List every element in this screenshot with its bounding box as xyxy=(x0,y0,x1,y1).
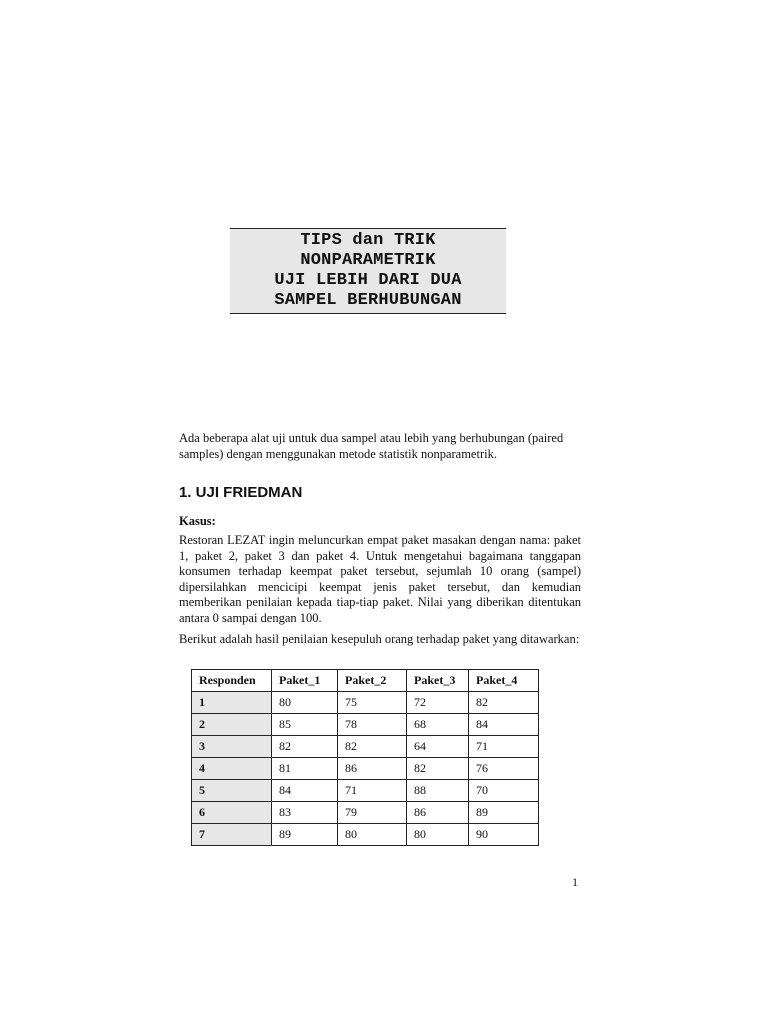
table-cell: 86 xyxy=(338,758,407,780)
table-cell: 82 xyxy=(469,692,539,714)
table-row xyxy=(192,780,539,802)
table-cell: 83 xyxy=(272,802,338,824)
header-paket-4: Paket_4 xyxy=(469,670,539,692)
table-cell: 85 xyxy=(272,714,338,736)
responden-cell: 6 xyxy=(192,802,272,824)
table-cell: 90 xyxy=(469,824,539,846)
header-responden: Responden xyxy=(192,670,272,692)
table-cell: 88 xyxy=(407,780,469,802)
table-cell: 76 xyxy=(469,758,539,780)
table-cell: 79 xyxy=(338,802,407,824)
table-cell: 78 xyxy=(338,714,407,736)
responden-cell: 5 xyxy=(192,780,272,802)
data-table xyxy=(191,669,539,846)
responden-cell: 2 xyxy=(192,714,272,736)
table-cell: 75 xyxy=(338,692,407,714)
table-row xyxy=(192,758,539,780)
table-cell: 64 xyxy=(407,736,469,758)
header-paket-3: Paket_3 xyxy=(407,670,469,692)
responden-cell: 1 xyxy=(192,692,272,714)
table-cell: 71 xyxy=(338,780,407,802)
responden-cell: 4 xyxy=(192,758,272,780)
title-line-3: UJI LEBIH DARI DUA xyxy=(274,271,462,290)
table-cell: 89 xyxy=(469,802,539,824)
table-cell: 82 xyxy=(407,758,469,780)
header-paket-1: Paket_1 xyxy=(272,670,338,692)
table-cell: 80 xyxy=(338,824,407,846)
kasus-label: Kasus: xyxy=(179,514,216,528)
table-row xyxy=(192,714,539,736)
table-cell: 84 xyxy=(469,714,539,736)
header-paket-2: Paket_2 xyxy=(338,670,407,692)
intro-paragraph: Ada beberapa alat uji untuk dua sampel atau lebih yang berhubungan (paired samples) dengan menggunakan metode statistik nonparametrik. xyxy=(179,431,564,461)
title-line-4: SAMPEL BERHUBUNGAN xyxy=(274,291,462,310)
title-line-1: TIPS dan TRIK xyxy=(300,231,436,250)
table-header-row xyxy=(192,670,539,692)
table-cell: 89 xyxy=(272,824,338,846)
table-cell: 72 xyxy=(407,692,469,714)
table-cell: 71 xyxy=(469,736,539,758)
table-cell: 84 xyxy=(272,780,338,802)
title-box xyxy=(230,228,506,314)
responden-cell: 7 xyxy=(192,824,272,846)
table-cell: 68 xyxy=(407,714,469,736)
page-number: 1 xyxy=(572,875,578,889)
table-row xyxy=(192,824,539,846)
responden-cell: 3 xyxy=(192,736,272,758)
table-cell: 86 xyxy=(407,802,469,824)
table-cell: 82 xyxy=(272,736,338,758)
table-cell: 70 xyxy=(469,780,539,802)
section-heading: 1. UJI FRIEDMAN xyxy=(179,484,303,501)
table-cell: 80 xyxy=(272,692,338,714)
result-paragraph: Berikut adalah hasil penilaian kesepuluh orang terhadap paket yang ditawarkan: xyxy=(179,632,580,646)
title-line-2: NONPARAMETRIK xyxy=(300,251,436,270)
table-row xyxy=(192,692,539,714)
case-paragraph: Restoran LEZAT ingin meluncurkan empat paket masakan dengan nama: paket 1, paket 2, paket 3 dan paket 4. Untuk mengetahui bagaimana tanggapan konsumen terhadap keempat paket tersebut, sejumlah 10 orang (sampel) dipersilahkan mencicipi keempat jenis paket tersebut, dan kemudian memberikan penilaian kepada tiap-tiap paket. Nilai yang diberikan ditentukan antara 0 sampai dengan 100. xyxy=(179,533,581,625)
table-row xyxy=(192,736,539,758)
table-cell: 80 xyxy=(407,824,469,846)
table-row xyxy=(192,802,539,824)
table-cell: 81 xyxy=(272,758,338,780)
table-cell: 82 xyxy=(338,736,407,758)
